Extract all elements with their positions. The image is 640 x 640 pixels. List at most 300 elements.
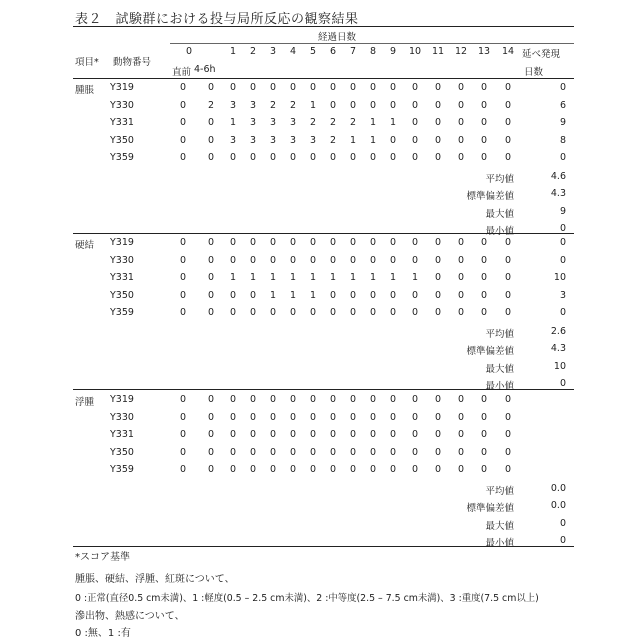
score-cell: 0 (408, 412, 422, 423)
score-cell: 0 (501, 255, 515, 266)
score-cell: 0 (204, 237, 218, 248)
day0-header: 0 (186, 46, 192, 57)
total-days-cell: 0 (526, 307, 566, 318)
score-cell: 0 (477, 447, 491, 458)
score-cell: 3 (246, 100, 260, 111)
score-cell: 1 (386, 117, 400, 128)
animal-id: Y319 (110, 237, 134, 248)
pre-header: 直前 (172, 64, 191, 78)
score-cell: 0 (431, 412, 445, 423)
score-cell: 0 (386, 394, 400, 405)
score-cell: 0 (386, 82, 400, 93)
score-cell: 0 (286, 152, 300, 163)
score-cell: 0 (306, 237, 320, 248)
day-header: 8 (366, 46, 380, 57)
score-cell: 0 (204, 429, 218, 440)
score-cell: 2 (266, 100, 280, 111)
score-cell: 0 (246, 255, 260, 266)
score-cell: 0 (477, 255, 491, 266)
score-cell: 0 (326, 464, 340, 475)
score-cell: 1 (306, 290, 320, 301)
score-cell: 1 (226, 272, 240, 283)
score-cell: 0 (431, 135, 445, 146)
score-cell: 0 (501, 290, 515, 301)
score-cell: 0 (454, 82, 468, 93)
score-cell: 0 (286, 412, 300, 423)
day-header: 13 (477, 46, 491, 57)
score-cell: 0 (246, 307, 260, 318)
score-cell: 0 (501, 152, 515, 163)
score-cell: 0 (431, 429, 445, 440)
stat-value: 2.6 (526, 326, 566, 337)
score-cell: 0 (246, 464, 260, 475)
animal-id: Y359 (110, 464, 134, 475)
score-cell: 0 (176, 272, 190, 283)
notes-line-3: 滲出物、熱感について、 (75, 607, 185, 622)
score-cell: 0 (286, 429, 300, 440)
score-cell: 0 (477, 237, 491, 248)
score-cell: 0 (326, 237, 340, 248)
score-cell: 0 (176, 447, 190, 458)
stat-value: 0 (526, 535, 566, 546)
score-cell: 0 (176, 429, 190, 440)
score-cell: 0 (326, 412, 340, 423)
day-header: 9 (386, 46, 400, 57)
score-cell: 0 (266, 447, 280, 458)
score-cell: 1 (326, 272, 340, 283)
score-cell: 0 (366, 290, 380, 301)
score-cell: 0 (454, 100, 468, 111)
score-cell: 0 (366, 255, 380, 266)
animal-id: Y331 (110, 429, 134, 440)
score-cell: 0 (204, 272, 218, 283)
notes-title: *スコア基準 (75, 548, 130, 563)
score-cell: 0 (386, 447, 400, 458)
score-cell: 0 (408, 394, 422, 405)
score-cell: 0 (477, 429, 491, 440)
score-cell: 0 (431, 152, 445, 163)
score-cell: 0 (477, 272, 491, 283)
score-cell: 0 (431, 290, 445, 301)
day-header: 1 (226, 46, 240, 57)
section-item-label: 腫脹 (75, 82, 94, 96)
score-cell: 0 (306, 429, 320, 440)
score-cell: 0 (226, 394, 240, 405)
score-cell: 0 (306, 255, 320, 266)
score-cell: 0 (408, 290, 422, 301)
score-cell: 0 (431, 307, 445, 318)
score-cell: 0 (366, 152, 380, 163)
day-header: 10 (408, 46, 422, 57)
stat-label: 標準偏差値 (424, 343, 514, 357)
section-item-label: 浮腫 (75, 394, 94, 408)
score-cell: 0 (454, 117, 468, 128)
score-cell: 0 (477, 100, 491, 111)
score-cell: 0 (454, 290, 468, 301)
score-cell: 0 (204, 412, 218, 423)
stat-label: 標準偏差値 (424, 188, 514, 202)
score-cell: 0 (454, 447, 468, 458)
score-cell: 0 (176, 290, 190, 301)
score-cell: 0 (408, 117, 422, 128)
score-cell: 0 (246, 412, 260, 423)
score-cell: 0 (346, 100, 360, 111)
stat-value: 0.0 (526, 500, 566, 511)
score-cell: 0 (306, 464, 320, 475)
score-cell: 0 (431, 272, 445, 283)
score-cell: 0 (408, 429, 422, 440)
score-cell: 0 (386, 152, 400, 163)
score-cell: 0 (176, 117, 190, 128)
animal-id: Y350 (110, 290, 134, 301)
stat-label: 最大値 (424, 361, 514, 375)
notes-line-2: 0 :正常(直径0.5 cm未満)、1 :軽度(0.5 – 2.5 cm未満)、2 :中等度(2.5 – 7.5 cm未満)、3 :重度(7.5 cm以上) (75, 590, 539, 604)
score-cell: 0 (501, 429, 515, 440)
score-cell: 0 (477, 307, 491, 318)
score-cell: 0 (366, 237, 380, 248)
animal-id: Y330 (110, 412, 134, 423)
score-cell: 0 (286, 82, 300, 93)
score-cell: 1 (366, 272, 380, 283)
stat-value: 4.3 (526, 188, 566, 199)
score-cell: 0 (266, 412, 280, 423)
score-cell: 0 (246, 237, 260, 248)
score-cell: 0 (246, 152, 260, 163)
score-cell: 0 (408, 152, 422, 163)
total-days-cell: 9 (526, 117, 566, 128)
score-cell: 0 (346, 394, 360, 405)
score-cell: 2 (346, 117, 360, 128)
score-cell: 1 (286, 272, 300, 283)
score-cell: 0 (326, 429, 340, 440)
score-cell: 0 (346, 237, 360, 248)
score-cell: 0 (501, 100, 515, 111)
score-cell: 0 (501, 237, 515, 248)
stat-label: 最大値 (424, 206, 514, 220)
day-header: 4 (286, 46, 300, 57)
score-cell: 0 (431, 394, 445, 405)
score-cell: 0 (366, 100, 380, 111)
header-sub-rule (170, 43, 574, 44)
score-cell: 0 (326, 290, 340, 301)
score-cell: 0 (501, 117, 515, 128)
total-days-cell: 0 (526, 152, 566, 163)
score-cell: 0 (306, 394, 320, 405)
total-header-1: 延べ発現 (522, 46, 560, 60)
animal-id: Y331 (110, 272, 134, 283)
score-cell: 0 (204, 135, 218, 146)
score-cell: 0 (366, 307, 380, 318)
total-days-cell: 0 (526, 255, 566, 266)
score-cell: 0 (386, 290, 400, 301)
score-cell: 0 (226, 412, 240, 423)
score-cell: 0 (454, 307, 468, 318)
score-cell: 3 (226, 135, 240, 146)
score-cell: 0 (501, 82, 515, 93)
score-cell: 2 (326, 117, 340, 128)
score-cell: 3 (306, 135, 320, 146)
stat-value: 0 (526, 223, 566, 234)
score-cell: 0 (286, 464, 300, 475)
score-cell: 3 (266, 117, 280, 128)
stat-label: 平均値 (424, 171, 514, 185)
score-cell: 0 (454, 237, 468, 248)
score-cell: 0 (454, 429, 468, 440)
score-cell: 0 (266, 82, 280, 93)
score-cell: 0 (346, 464, 360, 475)
score-cell: 1 (246, 272, 260, 283)
score-cell: 0 (306, 412, 320, 423)
score-cell: 0 (454, 412, 468, 423)
score-cell: 0 (477, 82, 491, 93)
score-cell: 0 (454, 464, 468, 475)
score-cell: 0 (326, 152, 340, 163)
score-cell: 0 (204, 255, 218, 266)
score-cell: 0 (408, 100, 422, 111)
animal-id: Y359 (110, 307, 134, 318)
score-cell: 0 (431, 82, 445, 93)
score-cell: 1 (266, 290, 280, 301)
score-cell: 0 (204, 290, 218, 301)
score-cell: 0 (346, 152, 360, 163)
score-cell: 0 (408, 82, 422, 93)
day-header: 6 (326, 46, 340, 57)
score-cell: 0 (246, 447, 260, 458)
score-cell: 0 (386, 100, 400, 111)
stat-label: 最大値 (424, 518, 514, 532)
score-cell: 0 (306, 307, 320, 318)
score-cell: 0 (176, 412, 190, 423)
score-cell: 0 (326, 394, 340, 405)
score-cell: 2 (306, 117, 320, 128)
score-cell: 0 (477, 394, 491, 405)
stat-label: 平均値 (424, 483, 514, 497)
score-cell: 0 (431, 464, 445, 475)
score-cell: 3 (266, 135, 280, 146)
section-rule (73, 389, 574, 390)
score-cell: 0 (477, 412, 491, 423)
score-cell: 0 (176, 394, 190, 405)
day-header: 7 (346, 46, 360, 57)
score-cell: 0 (431, 117, 445, 128)
stat-value: 0 (526, 378, 566, 389)
score-cell: 0 (454, 394, 468, 405)
score-cell: 2 (286, 100, 300, 111)
score-cell: 0 (408, 135, 422, 146)
score-cell: 0 (246, 290, 260, 301)
stat-label: 最小値 (424, 223, 514, 237)
score-cell: 0 (226, 237, 240, 248)
score-cell: 0 (346, 255, 360, 266)
score-cell: 0 (408, 255, 422, 266)
score-cell: 0 (286, 307, 300, 318)
score-cell: 0 (477, 290, 491, 301)
score-cell: 0 (366, 447, 380, 458)
score-cell: 0 (501, 447, 515, 458)
score-cell: 0 (366, 464, 380, 475)
score-cell: 0 (246, 82, 260, 93)
score-cell: 0 (454, 255, 468, 266)
animal-id: Y330 (110, 255, 134, 266)
score-cell: 0 (386, 135, 400, 146)
score-cell: 0 (226, 82, 240, 93)
score-cell: 0 (226, 290, 240, 301)
score-cell: 0 (204, 394, 218, 405)
total-days-cell: 8 (526, 135, 566, 146)
animal-no-header: 動物番号 (113, 54, 151, 68)
score-cell: 2 (326, 135, 340, 146)
score-cell: 0 (266, 152, 280, 163)
score-cell: 0 (454, 135, 468, 146)
stat-value: 4.3 (526, 343, 566, 354)
score-cell: 1 (286, 290, 300, 301)
animal-id: Y350 (110, 447, 134, 458)
top-rule (73, 26, 574, 27)
total-header-2: 日数 (524, 64, 543, 78)
total-days-cell: 10 (526, 272, 566, 283)
score-cell: 0 (176, 82, 190, 93)
day-header: 14 (501, 46, 515, 57)
stat-label: 平均値 (424, 326, 514, 340)
elapsed-days-header: 経過日数 (318, 29, 356, 43)
score-cell: 0 (431, 237, 445, 248)
score-cell: 1 (386, 272, 400, 283)
score-cell: 0 (266, 429, 280, 440)
score-cell: 0 (346, 447, 360, 458)
score-cell: 0 (501, 394, 515, 405)
score-cell: 0 (204, 152, 218, 163)
total-days-cell: 0 (526, 82, 566, 93)
score-cell: 0 (226, 464, 240, 475)
score-cell: 0 (306, 447, 320, 458)
score-cell: 0 (454, 152, 468, 163)
score-cell: 0 (326, 255, 340, 266)
score-cell: 0 (176, 255, 190, 266)
stat-label: 最小値 (424, 535, 514, 549)
score-cell: 0 (408, 464, 422, 475)
score-cell: 3 (246, 117, 260, 128)
score-cell: 0 (501, 412, 515, 423)
score-cell: 0 (226, 307, 240, 318)
score-cell: 0 (246, 394, 260, 405)
stat-value: 9 (526, 206, 566, 217)
day-header: 11 (431, 46, 445, 57)
score-cell: 0 (306, 152, 320, 163)
score-cell: 1 (266, 272, 280, 283)
score-cell: 0 (246, 429, 260, 440)
score-cell: 0 (346, 429, 360, 440)
score-cell: 0 (176, 307, 190, 318)
section-rule (73, 546, 574, 547)
score-cell: 0 (386, 237, 400, 248)
animal-id: Y319 (110, 394, 134, 405)
score-cell: 0 (176, 152, 190, 163)
score-cell: 0 (366, 412, 380, 423)
stat-value: 0.0 (526, 483, 566, 494)
score-cell: 0 (176, 237, 190, 248)
score-cell: 0 (176, 464, 190, 475)
total-days-cell: 0 (526, 237, 566, 248)
total-days-cell: 6 (526, 100, 566, 111)
score-cell: 1 (346, 135, 360, 146)
score-cell: 0 (346, 307, 360, 318)
score-cell: 0 (477, 117, 491, 128)
score-cell: 0 (266, 464, 280, 475)
score-cell: 0 (366, 82, 380, 93)
score-cell: 1 (366, 117, 380, 128)
section-item-label: 硬結 (75, 237, 94, 251)
score-cell: 1 (306, 272, 320, 283)
score-cell: 0 (266, 394, 280, 405)
score-cell: 0 (477, 464, 491, 475)
score-cell: 0 (286, 255, 300, 266)
score-cell: 0 (326, 82, 340, 93)
score-cell: 0 (386, 412, 400, 423)
score-cell: 0 (326, 100, 340, 111)
score-cell: 0 (176, 135, 190, 146)
day-header: 12 (454, 46, 468, 57)
score-cell: 0 (286, 447, 300, 458)
day-header: 5 (306, 46, 320, 57)
animal-id: Y359 (110, 152, 134, 163)
item-header: 項目* (75, 54, 99, 68)
score-cell: 0 (306, 82, 320, 93)
score-cell: 0 (386, 307, 400, 318)
post-header: 4-6h (194, 64, 216, 75)
score-cell: 0 (226, 255, 240, 266)
score-cell: 0 (477, 135, 491, 146)
score-cell: 0 (454, 272, 468, 283)
notes-line-1: 腫脹、硬結、浮腫、紅斑について、 (75, 570, 235, 585)
day-header: 2 (246, 46, 260, 57)
score-cell: 0 (204, 447, 218, 458)
score-cell: 0 (204, 117, 218, 128)
stat-label: 標準偏差値 (424, 500, 514, 514)
animal-id: Y330 (110, 100, 134, 111)
score-cell: 0 (346, 412, 360, 423)
score-cell: 3 (286, 135, 300, 146)
header-rule (73, 78, 574, 79)
score-cell: 1 (408, 272, 422, 283)
stat-label: 最小値 (424, 378, 514, 392)
score-cell: 0 (477, 152, 491, 163)
score-cell: 0 (501, 135, 515, 146)
total-days-cell: 3 (526, 290, 566, 301)
score-cell: 0 (266, 307, 280, 318)
animal-id: Y350 (110, 135, 134, 146)
score-cell: 0 (366, 394, 380, 405)
day-header: 3 (266, 46, 280, 57)
score-cell: 0 (204, 82, 218, 93)
stat-value: 4.6 (526, 171, 566, 182)
score-cell: 0 (408, 237, 422, 248)
score-cell: 0 (204, 464, 218, 475)
score-cell: 0 (176, 100, 190, 111)
score-cell: 0 (204, 307, 218, 318)
score-cell: 0 (286, 394, 300, 405)
score-cell: 1 (226, 117, 240, 128)
score-cell: 0 (326, 307, 340, 318)
score-cell: 3 (226, 100, 240, 111)
score-cell: 0 (346, 82, 360, 93)
score-cell: 3 (286, 117, 300, 128)
score-cell: 0 (386, 464, 400, 475)
score-cell: 0 (408, 447, 422, 458)
score-cell: 1 (346, 272, 360, 283)
score-cell: 0 (501, 272, 515, 283)
score-cell: 0 (386, 429, 400, 440)
score-cell: 0 (226, 429, 240, 440)
